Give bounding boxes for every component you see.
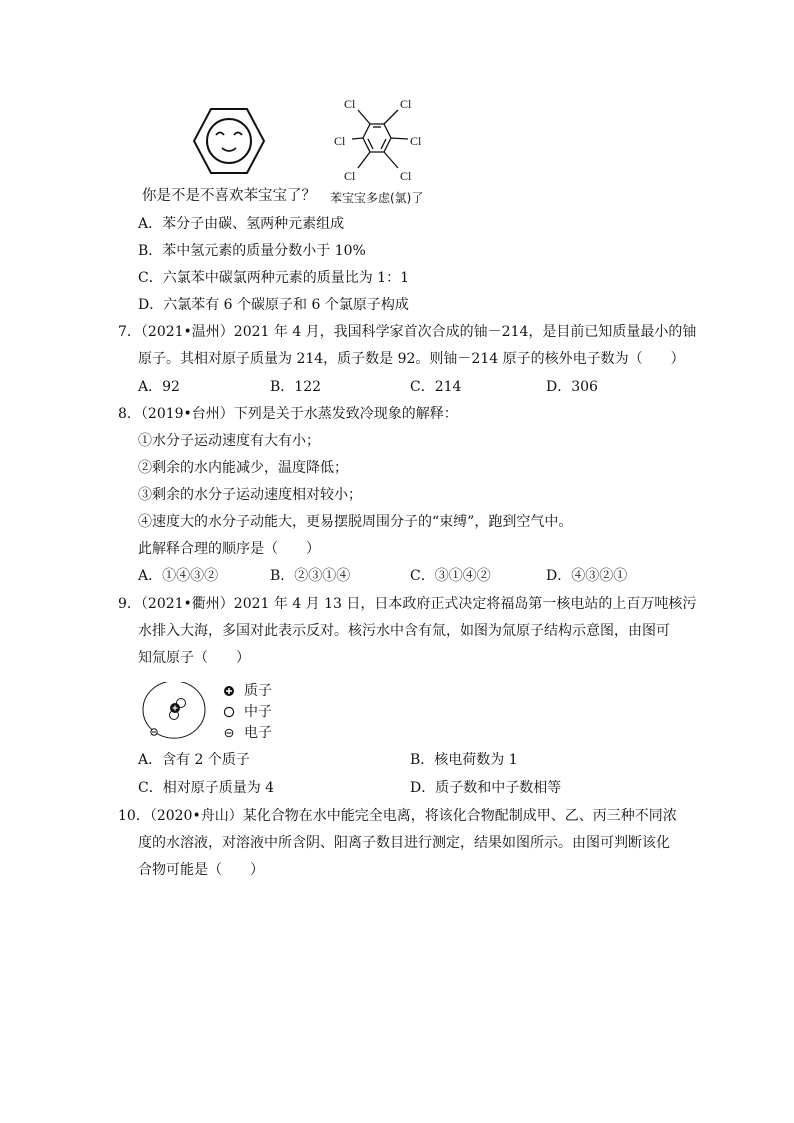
q6-option-d: D．六氯苯有 6 个碳原子和 6 个氯原子构成: [138, 297, 409, 313]
q8-option-c: C．③①④②: [410, 568, 491, 584]
cl-atom: Cl: [344, 97, 356, 111]
q6-option-c: C．六氯苯中碳氯两种元素的质量比为 1：1: [138, 270, 409, 286]
q9-option-d: D．质子数和中子数相等: [410, 780, 562, 796]
q7-option-b: B．122: [270, 379, 322, 395]
q8-item-1: ①水分子运动速度有大有小；: [138, 433, 320, 449]
q8-prompt: 此解释合理的顺序是（ ）: [138, 541, 320, 557]
q8-item-2: ②剩余的水内能减少，温度降低；: [138, 460, 348, 476]
tritium-atom-diagram: [138, 682, 210, 742]
q9-stem-line1: 9．（2021•衢州）2021 年 4 月 13 日，日本政府正式决定将福岛第一核电站的上百万吨核污: [118, 596, 697, 612]
q7-option-c: C．214: [410, 379, 462, 395]
neutron-legend-icon: [223, 706, 235, 718]
cl-atom: Cl: [400, 169, 412, 183]
figure-caption-left: 你是不是不喜欢苯宝宝了？: [142, 188, 316, 204]
q7-stem-line1: 7．（2021•温州）2021 年 4 月，我国科学家首次合成的铀－214，是目前已知质量最小的铀: [118, 324, 697, 340]
q9-option-c: C．相对原子质量为 4: [138, 780, 275, 796]
q8-option-a: A．①④③②: [138, 568, 219, 584]
q9-option-b: B．核电荷数为 1: [410, 752, 518, 768]
q7-option-a: A．92: [138, 379, 180, 395]
cl-atom: Cl: [400, 97, 412, 111]
q8-option-d: D．④③②①: [546, 568, 628, 584]
q8-item-4: ④速度大的水分子动能大，更易摆脱周围分子的“束缚”，跑到空气中。: [138, 514, 573, 530]
q7-stem-line2: 原子。其相对原子质量为 214，质子数是 92。则铀－214 原子的核外电子数为（ ）: [138, 351, 685, 367]
benzene-face-figure: [192, 106, 266, 176]
proton-legend-icon: [223, 685, 235, 697]
q9-option-a: A．含有 2 个质子: [138, 752, 250, 768]
hexachlorobenzene-structure: [330, 92, 430, 184]
q9-stem-line2: 水排入大海，多国对此表示反对。核污水中含有氚，如图为氚原子结构示意图，由图可: [138, 623, 670, 639]
q8-item-3: ③剩余的水分子运动速度相对较小；: [138, 487, 362, 503]
q10-stem-line3: 合物可能是（ ）: [138, 862, 264, 878]
cl-atom: Cl: [334, 134, 346, 148]
q10-stem-line2: 度的水溶液，对溶液中所含阴、阳离子数目进行测定，结果如图所示。由图可判断该化: [138, 835, 670, 851]
legend-neutron-label: 中子: [244, 704, 272, 720]
q8-option-b: B．②③①④: [270, 568, 351, 584]
q8-stem-line1: 8．（2019•台州）下列是关于水蒸发致冷现象的解释：: [118, 406, 458, 422]
legend-proton-label: 质子: [244, 683, 272, 699]
electron-legend-icon: [224, 728, 234, 738]
figure-caption-right: 苯宝宝多虑(氯)了: [330, 191, 424, 205]
q6-option-b: B．苯中氢元素的质量分数小于 10%: [138, 243, 366, 259]
legend-electron-label: 电子: [244, 725, 272, 741]
q6-option-a: A．苯分子由碳、氢两种元素组成: [138, 216, 345, 232]
q7-option-d: D．306: [546, 379, 598, 395]
q9-stem-line3: 知氚原子（ ）: [138, 650, 250, 666]
cl-atom: Cl: [344, 169, 356, 183]
q10-stem-line1: 10．（2020•舟山）某化合物在水中能完全电离，将该化合物配制成甲、乙、丙三种不同浓: [118, 808, 677, 824]
cl-atom: Cl: [410, 134, 422, 148]
